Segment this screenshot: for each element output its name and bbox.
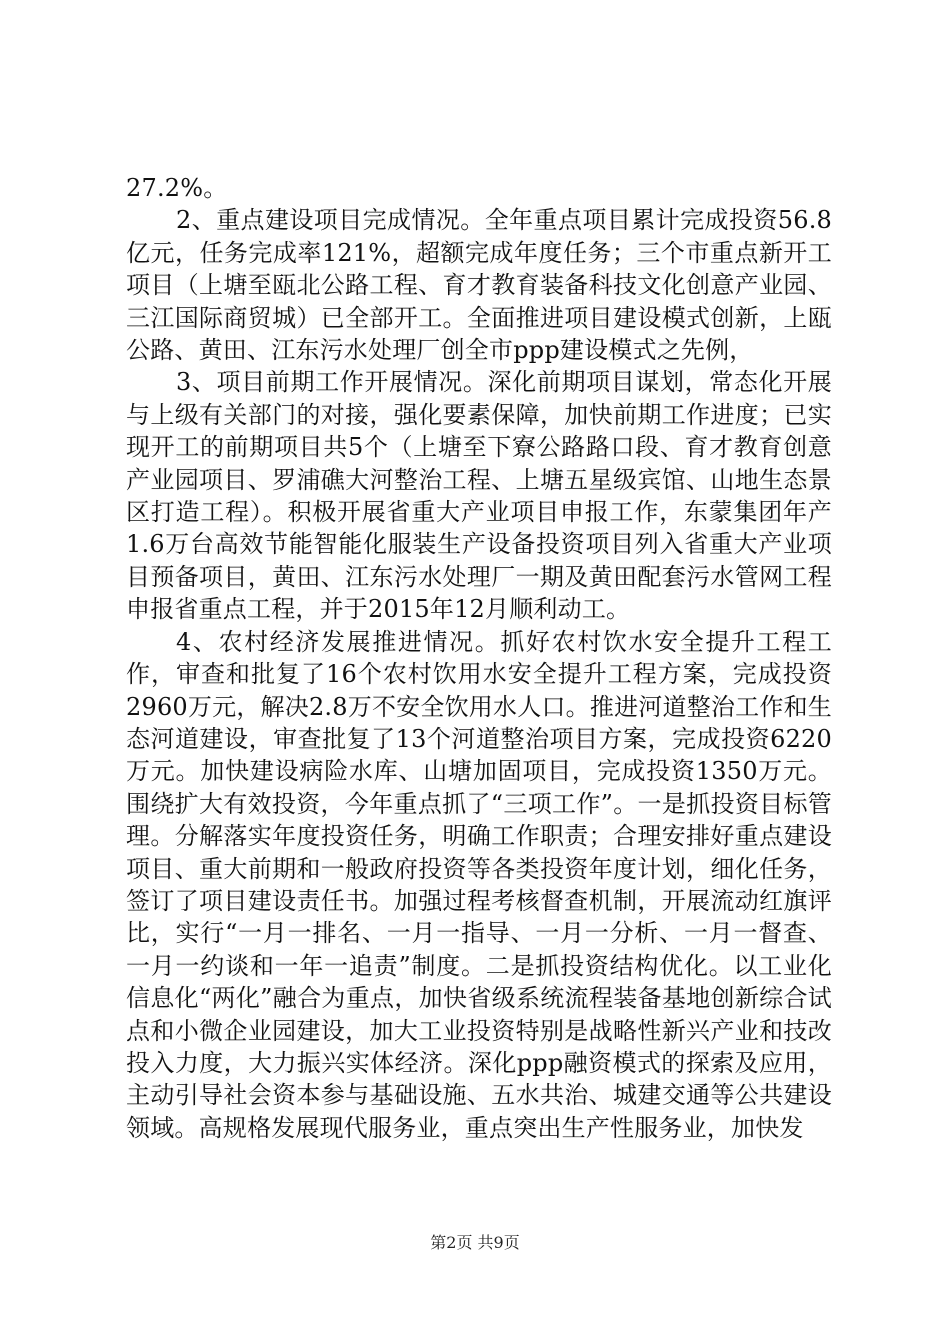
- paragraph-continuation: 27.2%。: [126, 174, 228, 202]
- page-footer: 第2页 共9页: [430, 1233, 520, 1252]
- document-body: [126, 172, 832, 1144]
- paragraph-preliminary-work: 3、项目前期工作开展情况。深化前期项目谋划，常态化开展与上级有关部门的对接，强化要素保障，加快前期工作进度；已实现开工的前期项目共5个（上塘至下寮公路路口段、育才教育创意产业园项目、罗浦礁大河整治工程、上塘五星级宾馆、山地生态景区打造工程）。积极开展省重大产业项目申报工作，东蒙集团年产1.6万台高效节能智能化服装生产设备投资项目列入省重大产业项目预备项目，黄田、江东污水处理厂一期及黄田配套污水管网工程申报省重点工程，并于2015年12月顺利动工。: [126, 368, 832, 624]
- paragraph-key-projects: 2、重点建设项目完成情况。全年重点项目累计完成投资56.8亿元，任务完成率121%，超额完成年度任务；三个市重点新开工项目（上塘至瓯北公路工程、育才教育装备科技文化创意产业园、三江国际商贸城）已全部开工。全面推进项目建设模式创新，上瓯公路、黄田、江东污水处理厂创全市ppp建设模式之先例，: [126, 206, 832, 365]
- paragraph-rural-economy: 4、农村经济发展推进情况。抓好农村饮水安全提升工程工作，审查和批复了16个农村饮用水安全提升工程方案，完成投资2960万元，解决2.8万不安全饮用水人口。推进河道整治工作和生态河道建设，审查批复了13个河道整治项目方案，完成投资6220万元。加快建设病险水库、山塘加固项目，完成投资1350万元。围绕扩大有效投资，今年重点抓了“三项工作”。一是抓投资目标管理。分解落实年度投资任务，明确工作职责；合理安排好重点建设项目、重大前期和一般政府投资等各类投资年度计划，细化任务，签订了项目建设责任书。加强过程考核督查机制，开展流动红旗评比，实行“一月一排名、一月一指导、一月一分析、一月一督查、一月一约谈和一年一追责”制度。二是抓投资结构优化。以工业化信息化“两化”融合为重点，加快省级系统流程装备基地创新综合试点和小微企业园建设，加大工业投资特别是战略性新兴产业和技改投入力度，大力振兴实体经济。深化ppp融资模式的探索及应用，主动引导社会资本参与基础设施、五水共治、城建交通等公共建设领域。高规格发展现代服务业，重点突出生产性服务业，加快发: [126, 627, 832, 1142]
